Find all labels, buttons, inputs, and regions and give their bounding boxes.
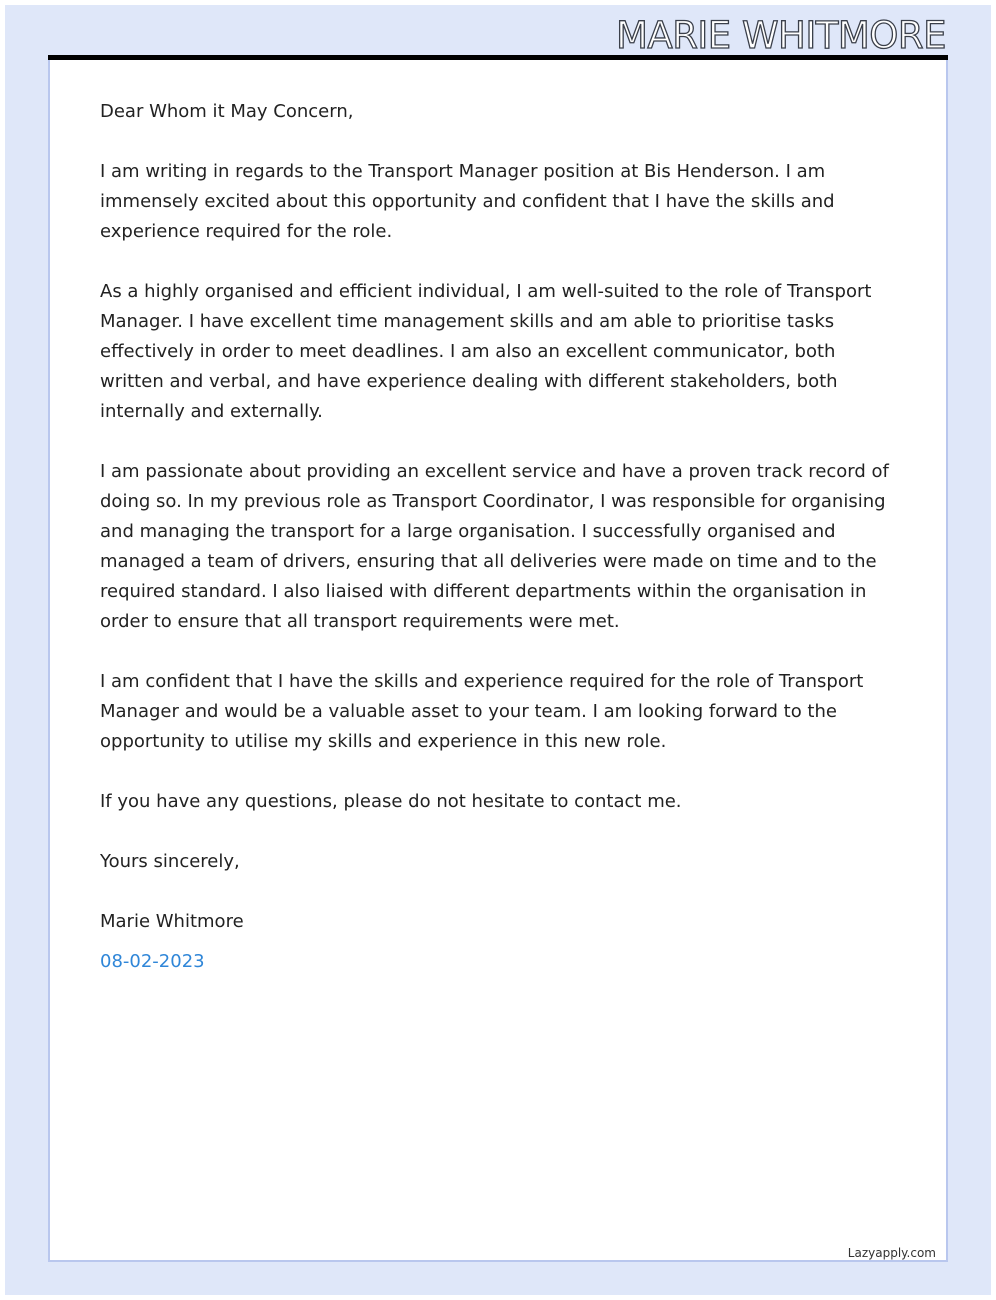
paragraph-skills: As a highly organised and efficient individual, I am well-suited to the role of Transport Manager. I have excellent time management skills and am able to prioritise tasks effectively in order to meet deadlines. I am also an excellent communicator, both written and verbal, and have experience dealing with different stakeholders, both internally and externally. — [100, 281, 872, 422]
letter-date: 08-02-2023 — [100, 951, 205, 972]
cover-letter-body — [100, 97, 900, 977]
salutation: Dear Whom it May Concern, — [100, 101, 354, 122]
watermark-text: Lazyapply.com — [847, 1246, 936, 1260]
signature-name: Marie Whitmore — [100, 911, 244, 932]
paragraph-confidence: I am confident that I have the skills and experience required for the role of Transport Manager and would be a valuable asset to your team. I am looking forward to the opportunity to utilise my skills and experience in this new role. — [100, 671, 864, 752]
paragraph-contact: If you have any questions, please do not hesitate to contact me. — [100, 791, 682, 812]
paragraph-intro: I am writing in regards to the Transport Manager position at Bis Henderson. I am immensely excited about this opportunity and confident that I have the skills and experience required for the role. — [100, 161, 835, 242]
applicant-name-heading: MARIE WHITMORE — [615, 14, 946, 57]
paragraph-experience: I am passionate about providing an excellent service and have a proven track record of doing so. In my previous role as Transport Coordinator, I was responsible for organising and managing the transport for a large organisation. I successfully organised and managed a team of drivers, ensuring that all deliveries were made on time and to the required standard. I also liaised with different departments within the organisation in order to ensure that all transport requirements were met. — [100, 461, 889, 632]
closing: Yours sincerely, — [100, 851, 240, 872]
